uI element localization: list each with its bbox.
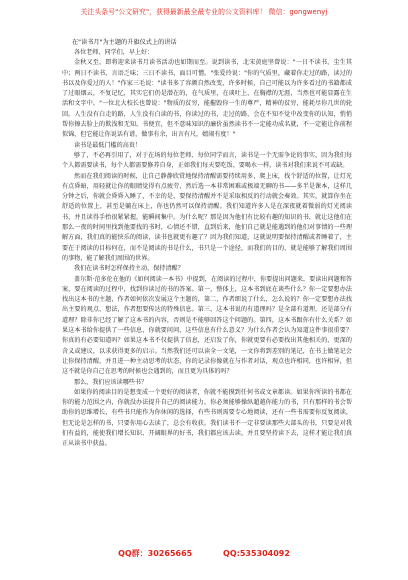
speech-title: 在"读书月"为主题的升旗仪式上的讲话 (72, 39, 177, 46)
paragraph-staying-awake: 然而在我们阅读的时候，让自己静静欣赏地保持清醒需要持续用多，爬上床，找个舒适的位置，让灯光有点昏暗，用轻就让你的眼睛觉得有点疲劳，然后选一本非常困难或极端无聊的书——多半是课本，这样几分钟之后，你就会昏昏入睡了，不幸的是，要保持清醒并不是采取相反的行动就会奏效。其实，就算你坐在舒适的位置上，甚至是躺在床上，你也仍然可以保持清醒。我们知道许多人是在深夜就着微弱的灯光阅读书，并且读得手抬很紧紧握，能瞬间集中。为什么呢？那是因为他们有比较有趣的知识的书，就让这他们在那么一夜的时间里找到他要找的书时，心情还不错，直到后来，他们自己就是能遇到的他们对事情的一些理解方面，我们真的能快乐的阅读，读书也就更有趣了？因为我们知道，这就说明要保持清醒或者睡着了，主要在于阅读的目标何在，而不是阅读的书是什么，书只是一个途径，而我们的目的，就是能够了解我们周围的事物，能了解我们周围的世界。 (62, 172, 352, 262)
paragraph-four-questions: 盖尔斯·范多伦在他的《如何阅读一本书》中提到，在阅读的过程中，你要提出问题来，要读出问题和答案，要在阅读的过程中，找到你读过的书的答案。第一，整体上，这本书到底在谈些什么？你一定要想办法找出这本书的主题，作者如何依次发展这个主题的，第二，作者细说了什么，怎么说的？你一定要想办法找出主要的观点、想法，作者想要传达的特殊信息。第三，这本书说的有道理吗？是全部有道理，还是部分有道理？除非你已经了解了这本书的内容，否则是不能够回答这个问题的。第四，这本书跟你有什么关系？如果这本书给你提供了一些信息，你就要问问，这些信息有什么意义？为什么作者会认为知道这件事很重要？你真的有必要知道吗？如果这本书不仅提供了信息，还启发了你，你就更要有必要找出其他相关的、更深的含义或建议，以求获得更多的启示。当然我们还可以读全一文笔，一文你将到差别的笔记，在书上做笔记会让你保持清醒，并且进一种主动思考的状态，你的记录你像就在与作者对话，观点也许相同，也许相异，但这不就是你自己在思考的时候也会遇到的，而且更为具体的吗？ (62, 275, 352, 376)
contact-footer (0, 548, 408, 559)
paragraph-motto: 读书是最低门槛的高贵！ (74, 141, 142, 149)
paragraph-quotes: 金秋又至，即将迎来读书月读书活动也如期而至。说到读书，北宋黄庭坚曾说："一日不读书，尘生其中；两日不读书，言语乏味；三日不读书，面目可憎。"张爱玲说："你的气质里，藏着你走过的路，读过的书以及你爱过的人！"作家三毛说："读书多了容颜自然改变，许多时候，自己可能以为许多看过的书籍都成了过眼烟云，不复记忆，其实它们仍是潜在的，在气质里，在谈吐上，在胸襟的无涯，当然也可能显露在生活和文字中。"一位北大校长也曾说："物质的贫穷，能摧毁你一生的尊严，精神的贫穷，能耗尽你几世的轮回。人生没有白走的路，人生没有白读的书，你读过的书，走过的路，会在不知不觉中改变你的认知，悄悄帮你擦去脸上的欺浅和无知。书便宜，但不意味知识的廉价虽然读书不一定能功成名就，不一定能让你前程似锦，但它能让你说话有谱，做事有余，出言有尺，嬉闹有度！" (62, 59, 352, 139)
paragraph-question-which-books: 那么，我们应该读哪些书？ (74, 378, 148, 386)
salutation: 各位老师、同学们，早上好： (74, 49, 154, 56)
qq-number-text: QQ:535304092 (223, 549, 290, 558)
paragraph-question-active: 我们在读书时怎样保持主动，保持清醒？ (74, 265, 184, 273)
document-body (62, 38, 352, 450)
top-banner: 关注头条号"公文研究"，获得最新最全最专业的公文资料库！ 微信：gongwenyj (80, 8, 328, 16)
paragraph-necessity: 够了，不必再引用了，对于在场的每位老师、每位同学而言，读书是一个无需争论的事实，因为我们每个人都需要读书，每个人都需要修养自身，正如我们每天要吃饭、要喝水一样，读书对我们来说不可或缺。 (62, 151, 352, 170)
qq-group-text: QQ群：30265665 (118, 549, 193, 558)
paragraph-which-books: 如果你的阅读目的是想变成一个更好的阅读者，你就不能摸到任何书或文章都读。如果你所读的书都在你的能力范围之内，你就没办法提升自己的阅读能力，你必须能够操纵超越你能力的书，只有那样的书会帮助你的思维增长，有些书只能作为你休闲的选择，有些书则需要专心地阅读，还有一些书需要你反复阅读，但无论是怎样的书，只要你用心去读了，总会有收获。我们读书不一定非要读那些大部头的书，只要是对我们有益的，能使我们增长知识、开阔眼界的好书，我们都应该去读，并且要坚持读下去，这样才能让我们真正从读书中获益。 (62, 388, 352, 448)
